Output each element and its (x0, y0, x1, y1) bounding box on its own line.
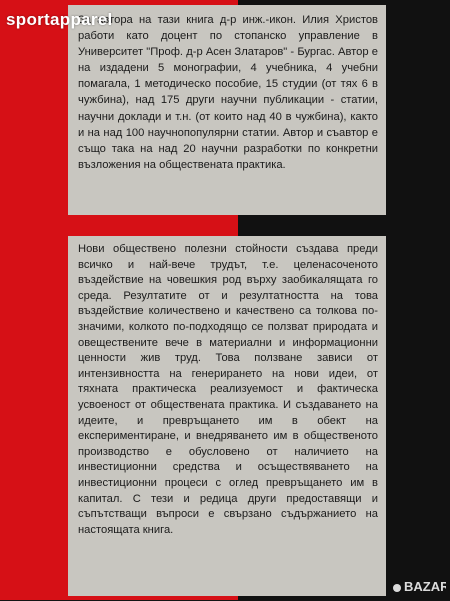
author-bio-panel (68, 5, 386, 215)
book-description-panel (68, 236, 386, 596)
svg-text:BAZAR: BAZAR (404, 579, 446, 594)
watermark-text: sportapparel (6, 10, 113, 29)
author-bio-text: За автора на тази книга д-р инж.-икон. Илия Христов работи като доцент по стопанско управление в Университет "Проф. д-р Асен Златаров" - Бургас. Автор е на издадени 5 монографии, 4 учебника, 4 учебни помагала, 1 методическо пособие, 15 студии (от тях 6 в чужбина), над 175 други научни публикации - статии, научни доклади и т.н. (от които над 40 в чужбина), както и на над 100 научнопопулярни статии. Автор и съавтор е също така на над 20 научни разработки по конкретни възложения на обществената практика. (78, 14, 378, 171)
bazar-logo-icon (388, 562, 446, 596)
book-description-text: Нови обществено полезни стойности създава преди всичко и най-вече трудът, т.е. целенасоченото въздействие на човешкия род върху заобикалящата го среда. Резултатите от и резултатността на това въздействие количествено и качествено са толкова по-значими, колкото по-подходящо се ползват природата и овеществените вече в материални и информационни ценности жив труд. Това ползване зависи от интензивността на генерирането на нови идеи, от тяхната практическа реализуемост и фактическа усвоеност от обществената практика. И създаването на идеите, и превръщането им в обект на експериментиране, и внедряването им в общественото производство е обусловено от наличието на инвестиционни средства и осъществяването на инвестиционни процеси с оглед превръщането им в капитал. С тези и редица други предоставящи и съпътстващи въпроси е свързано съдържанието на настоящата книга. (78, 243, 378, 536)
